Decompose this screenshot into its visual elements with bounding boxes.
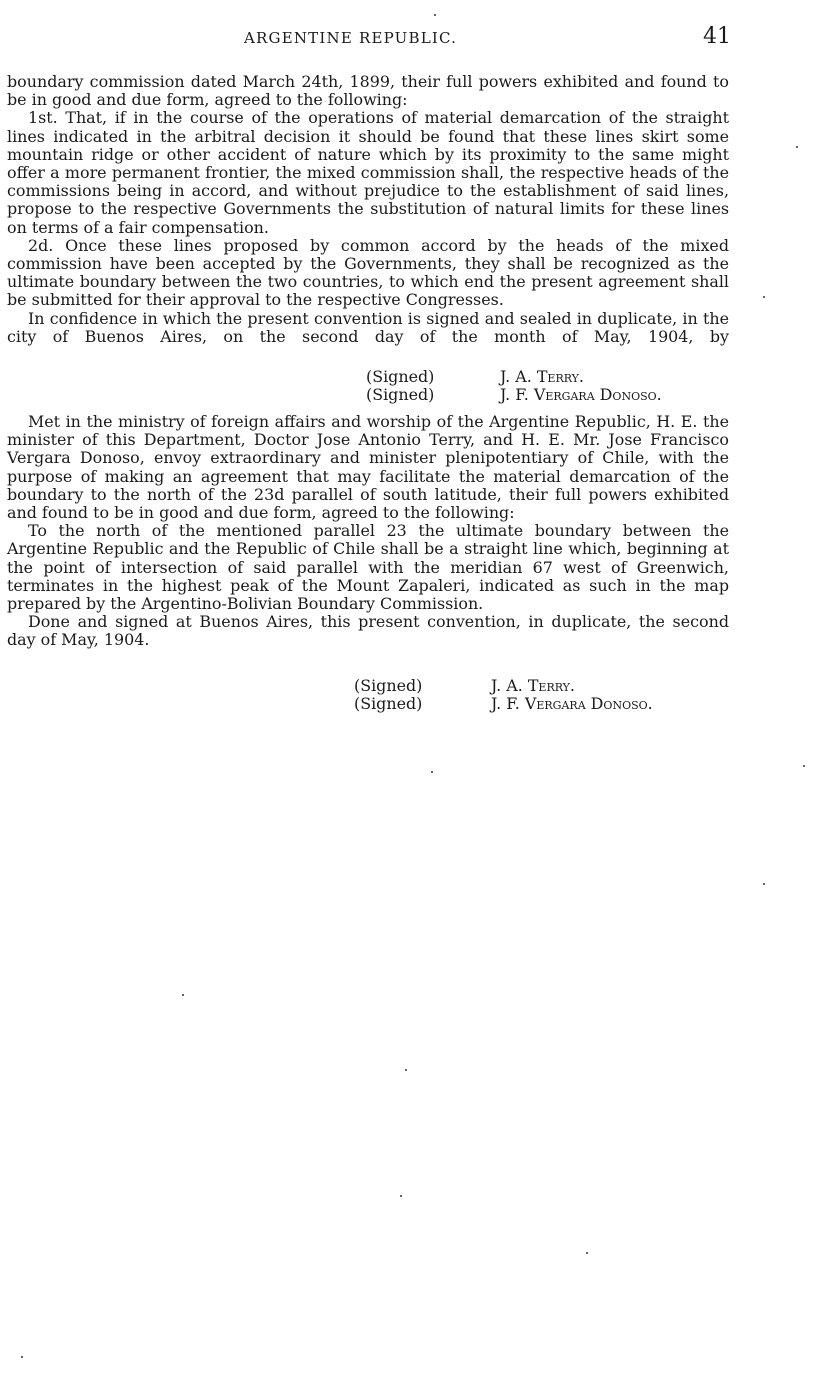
- signatory-name: J. A. Terry.: [500, 367, 584, 386]
- first-agreement-opening: boundary commission dated March 24th, 1899, their full powers exhibited and found to be in good and due form, agreed to the following:: [7, 72, 729, 110]
- signatory-name: J. F. Vergara Donoso.: [491, 694, 653, 713]
- signed-label: (Signed): [354, 694, 423, 713]
- second-agreement-article: To the north of the mentioned parallel 23 the ultimate boundary between the Argentine Republic and the Republic of Chile shall be a straight line which, beginning at the point of intersection of said parallel with the meridian 67 west of Greenwich, terminates in the highest peak of the Mount Zapaleri, indicated as such in the map prepared by the Argentino-Bolivian Boundary Commission.: [7, 521, 729, 614]
- second-agreement-text: [7, 413, 729, 650]
- second-agreement-closing: Done and signed at Buenos Aires, this present convention, in duplicate, the second day of May, 1904.: [7, 612, 729, 650]
- scan-speck: [182, 994, 184, 996]
- page-number: 41: [703, 24, 731, 49]
- scan-speck: [400, 1195, 402, 1197]
- signatory-name: J. A. Terry.: [491, 676, 575, 695]
- first-agreement-article-2: 2d. Once these lines proposed by common accord by the heads of the mixed commission have been accepted by the Governments, they shall be recognized as the ultimate boundary between the two countries, to which end the present agreement shall be submitted for their approval to the respective Congresses.: [7, 235, 729, 310]
- signed-label: (Signed): [366, 367, 435, 386]
- scan-speck: [21, 1356, 23, 1358]
- scan-speck: [796, 146, 798, 148]
- page-header: [0, 26, 821, 52]
- scan-speck: [405, 1069, 407, 1071]
- scan-speck: [586, 1252, 588, 1254]
- signed-label: (Signed): [366, 385, 435, 404]
- first-agreement-article-1: 1st. That, if in the course of the operations of material demarcation of the straight lines indicated in the arbitral decision it should be found that these lines skirt some mountain ridge or other accident of nature which by its proximity to the same might offer a more permanent frontier, the mixed commission shall, the respective heads of the commissions being in accord, and without prejudice to the establishment of said lines, propose to the respective Governments the substitution of natural limits for these lines on terms of a fair compensation.: [7, 108, 729, 237]
- signed-label: (Signed): [354, 676, 423, 695]
- scan-speck: [803, 765, 805, 767]
- scan-speck: [431, 771, 433, 773]
- second-agreement-preamble: Met in the ministry of foreign affairs and worship of the Argentine Republic, H. E. the minister of this Department, Doctor Jose Antonio Terry, and H. E. Mr. Jose Francisco Vergara Donoso, envoy extraordinary and minister plenipotentiary of Chile, with the purpose of making an agreement that may facilitate the material demarcation of the boundary to the north of the 23d parallel of south latitude, their full powers exhibited and found to be in good and due form, agreed to the following:: [7, 412, 729, 523]
- scan-speck: [763, 883, 765, 885]
- running-head: ARGENTINE REPUBLIC.: [244, 29, 458, 47]
- scan-speck: [763, 296, 765, 298]
- scan-speck: [434, 14, 436, 16]
- first-agreement-closing: In confidence in which the present convention is signed and sealed in duplicate, in the city of Buenos Aires, on the second day of the month of May, 1904, by: [7, 308, 729, 346]
- signatory-name: J. F. Vergara Donoso.: [500, 385, 662, 404]
- first-agreement-text: [7, 73, 729, 346]
